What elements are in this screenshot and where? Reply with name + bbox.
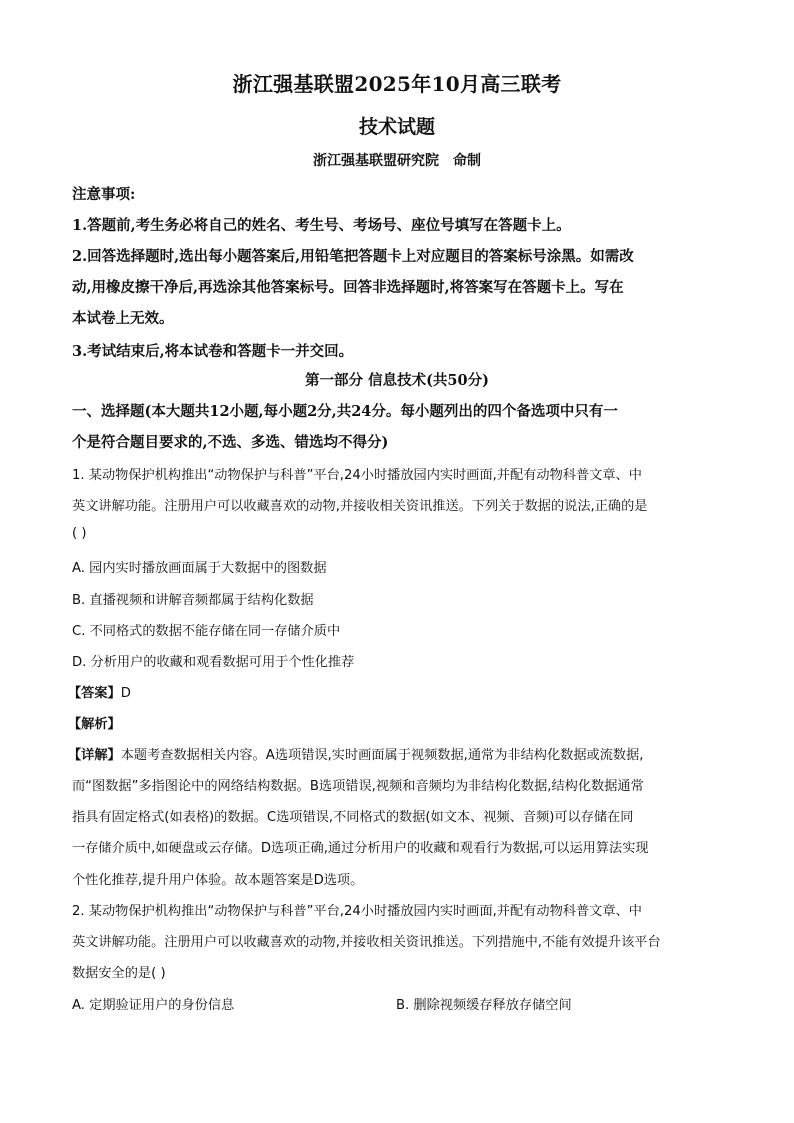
- answer-value: D: [120, 686, 131, 701]
- q1-option-d: D. 分析用户的收藏和观看数据可用于个性化推荐: [72, 655, 355, 670]
- q1-option-b: B. 直播视频和讲解音频都属于结构化数据: [72, 593, 314, 608]
- maker-role: 命制: [453, 153, 481, 169]
- detail-text: 本题考查数据相关内容。A选项错误,实时画面属于视频数据,通常为非结构化数据或流数据,: [120, 748, 644, 763]
- notice-heading: 注意事项:: [72, 186, 136, 203]
- q2-option-b: B. 删除视频缓存释放存储空间: [396, 998, 572, 1013]
- exam-title: 浙江强基联盟2025年10月高三联考: [232, 72, 562, 96]
- q1-analysis-tag: [68, 713, 121, 732]
- section-heading-line-1: 一、选择题(本大题共12小题,每小题2分,共24分。每小题列出的四个备选项中只有一: [72, 403, 618, 420]
- q1-detail-line-5: 个性化推荐,提升用户体验。故本题答案是D选项。: [72, 873, 364, 888]
- q1-detail-line-1: [68, 744, 643, 763]
- q1-detail-line-4: 一存储介质中,如硬盘或云存储。D选项正确,通过分析用户的收藏和观看行为数据,可以运用算法实现: [72, 841, 649, 856]
- part-one-title: 第一部分 信息技术(共50分): [305, 372, 489, 389]
- q1-option-a: A. 园内实时播放画面属于大数据中的图数据: [72, 561, 327, 576]
- analysis-tag: 【解析】: [68, 717, 121, 732]
- maker-org: 浙江强基联盟研究院: [313, 153, 439, 169]
- notice-item-2-line-1: 2.回答选择题时,选出每小题答案后,用铅笔把答题卡上对应题目的答案标号涂黑。如需改: [72, 248, 634, 265]
- q2-stem-line-1: 2. 某动物保护机构推出“动物保护与科普”平台,24小时播放园内实时画面,并配有动物科普文章、中: [72, 904, 642, 919]
- q2-option-a: A. 定期验证用户的身份信息: [72, 998, 235, 1013]
- notice-item-3: 3.考试结束后,将本试卷和答题卡一并交回。: [72, 343, 354, 360]
- q1-detail-line-2: 而“图数据”多指图论中的网络结构数据。B选项错误,视频和音频均为非结构化数据,结构化数据通常: [72, 779, 644, 794]
- q1-option-c: C. 不同格式的数据不能存储在同一存储介质中: [72, 624, 341, 639]
- q1-stem-line-2: 英文讲解功能。注册用户可以收藏喜欢的动物,并接收相关资讯推送。下列关于数据的说法,正确的是: [72, 499, 648, 514]
- answer-tag: 【答案】: [68, 686, 121, 701]
- q1-answer: [68, 682, 131, 701]
- q2-stem-line-2: 英文讲解功能。注册用户可以收藏喜欢的动物,并接收相关资讯推送。下列措施中,不能有效提升该平台: [72, 935, 661, 950]
- q2-stem-line-3: 数据安全的是( ): [72, 966, 166, 981]
- q1-stem-line-3: ( ): [72, 526, 87, 541]
- notice-item-1: 1.答题前,考生务必将自己的姓名、考生号、考场号、座位号填写在答题卡上。: [72, 217, 571, 234]
- q1-detail-line-3: 指具有固定格式(如表格)的数据。C选项错误,不同格式的数据(如文本、视频、音频)可以存储在同: [72, 810, 634, 825]
- detail-tag: 【详解】: [68, 748, 121, 763]
- q1-stem-line-1: 1. 某动物保护机构推出“动物保护与科普”平台,24小时播放园内实时画面,并配有动物科普文章、中: [72, 468, 642, 483]
- exam-maker: [0, 150, 794, 170]
- notice-item-2-line-2: 动,用橡皮擦干净后,再选涂其他答案标号。回答非选择题时,将答案写在答题卡上。写在: [72, 279, 624, 296]
- notice-item-2-line-3: 本试卷上无效。: [72, 310, 174, 327]
- section-heading-line-2: 个是符合题目要求的,不选、多选、错选均不得分): [72, 434, 389, 451]
- exam-subject: 技术试题: [358, 116, 435, 138]
